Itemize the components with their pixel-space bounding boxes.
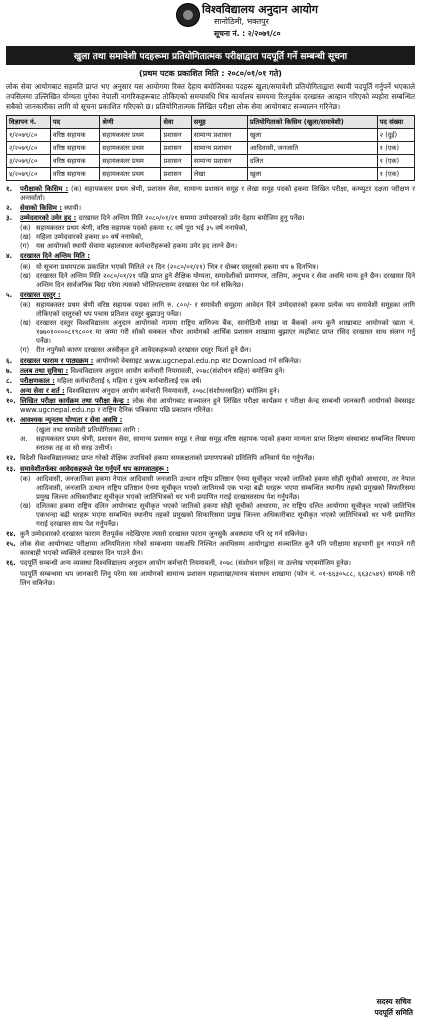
sub-clause-text: यस आयोगको स्थायी सेवामा बहालवाला कर्मचारीहरूको हकमा उमेर हद लाग्ने छैन। [36, 242, 238, 251]
clause-text: लोक सेवा आयोगबाट परीक्षामा अनियमितता गरेको सम्बन्धमा यसअघि निश्चित अवधिसम्म आयोगद्वारा सञ्चालित कुनै पनि परीक्षामा सहभागी हुन नपाउने गरी कारबाही भएको व्यक्तिले दरखास्त दिन पाउने छैन। [20, 540, 415, 558]
clause-number [6, 570, 20, 588]
table-cell: खुला [247, 128, 377, 141]
clause-body [20, 540, 415, 558]
clause-title: सेवाको किसिम : [20, 204, 62, 212]
clause-body [20, 559, 415, 568]
table-cell: वरिष्ठ सहायक [50, 128, 99, 141]
sub-clause-mark: (ख) [20, 501, 31, 510]
table-cell: वरिष्ठ सहायक [50, 141, 99, 154]
clause-title: उम्मेदवारको उमेर हद : [20, 214, 77, 223]
sub-clause-text: रीत नपुगेको कारण दरखास्त अस्वीकृत हुने आवेदकहरूको दरखास्त दस्तुर फिर्ता हुने छैन। [36, 346, 252, 355]
sub-clause-mark: (ग) [20, 242, 30, 251]
sub-clause-mark: (ग) [20, 346, 30, 355]
sub-clause-text: दरखास्त दिने अन्तिम मिति २०८०/०१/२१ पछि प्राप्त हुने शैक्षिक योग्यता, समावेशीको प्रमाणपत्र, तालिम, अनुभव र सेवा अवधि मान्य हुने छैन। दरखास्त दिने अन्तिम दिन सार्वजनिक बिदा परेमा त्यसको भोलिपल्टसम्म दरखास्त पेश गर्न सकिनेछ। [36, 271, 415, 289]
col-header: प्रतियोगिताको किसिम (खुला/समावेशी) [247, 115, 377, 128]
table-row [7, 154, 415, 167]
org-place: सानोठिमी, भक्तपुर [214, 17, 269, 26]
table-cell: सहायकस्तर प्रथम [100, 167, 161, 180]
col-header: पद संख्या [377, 115, 414, 128]
sub-clause-mark: (क) [20, 474, 31, 483]
clause-text: पदपूर्ति सम्बन्धमा थप जानकारी लिनु परेमा यस आयोगको सामान्य प्रशासन महाशाखा/मानव संशाधन शाखामा (फोन नं. ०१-६६३०५८८, ६६३८५४९) सम्पर्क गरी लिन सकिनेछ। [20, 569, 415, 587]
clause-text: आयोगको वेबसाइट www.ugcnepal.edu.np बाट Download गर्न सकिनेछ। [93, 356, 302, 365]
clause-body [20, 367, 415, 376]
sub-clause-text: आदिवासी, जनजातिका हकमा नेपाल आदिवासी जनजाति उत्थान राष्ट्रिय प्रतिष्ठान ऐनमा सूचीकृत भएको जातिको हकमा सोही सूचीको आधारमा, तर नेपाल आदिवासी, जनजाति उत्थान राष्ट्रिय प्रतिष्ठान ऐनमा सूचीकृत भएको जातिमध्ये एक भन्दा बढी थरहरू भएमा सम्बन्धित स्थानीय तहको प्रमुखको सिफारिसमा प्रमुख जिल्ला अधिकारीबाट सूचीकृत भएको जातिभित्रको थर भनी प्रमाणित गराई दरखास्तसाथ पेश गर्नुपर्नेछ। [36, 474, 415, 501]
clause-number: ५. [6, 290, 13, 299]
table-cell: १ (एक) [377, 154, 414, 167]
sub-clause-text: दलितका हकमा राष्ट्रिय दलित आयोगबाट सूचीकृत भएको जातिको हकमा सोही सूचीको आधारमा, तर राष्ट्रिय दलित आयोगमा सूचीकृत भएको जातिभित्र एकभन्दा बढी थरहरू भएमा सम्बन्धित स्थानीय तहको प्रमुखको सिफारिसमा प्रमुख जिल्ला अधिकारीबाट सूचीकृत भएको जातिभित्रको थर भनी प्रमाणित गराई दरखास्त साथ पेश गर्नुपर्नेछ। [36, 501, 415, 529]
clause-body [20, 397, 415, 415]
clause-number: ६. [6, 356, 13, 365]
clause-title: दरखास्त फाराम र पाठ्यक्रम : [20, 356, 94, 365]
table-cell: १ (एक) [377, 141, 414, 154]
clause-body [20, 291, 415, 300]
sub-clause-mark: (ख) [20, 319, 31, 328]
sub-clause [20, 263, 415, 272]
table-cell: प्रशासन [161, 154, 191, 167]
clause-number: २. [6, 204, 13, 212]
notice-clause [6, 214, 415, 223]
clause-number: १६. [6, 559, 16, 568]
sub-clause [20, 435, 415, 453]
clause-title: परीक्षणकाल : [20, 376, 55, 385]
clause-body [20, 570, 415, 588]
clause-body [20, 387, 415, 396]
sub-clause-mark: अ. [20, 435, 28, 444]
notice-clause [6, 204, 415, 213]
clause-text: महिला कर्मचारीलाई ६ महिना र पुरुष कर्मचारीलाई एक वर्ष। [54, 376, 202, 385]
clause-title: दरखास्त दिने अन्तिम मिति : [20, 252, 90, 261]
intro-paragraph: लोक सेवा आयोगबाट सहमति प्राप्त भए अनुसार यस आयोगमा रिक्त देहाय बमोजिमका पदहरू खुला/समावेशी प्रतियोगिताद्वारा स्थायी पदपूर्ति गर्नुपर्ने भएकाले तपसिलमा उल्लिखित योग्यता पुगेका नेपाली नागरिकहरूबाट तोकिएको समयावधि भित्र कार्यालय समयमा रितपूर्वक दरखास्त आव्हान गरिएको व्यहोरा सम्बन्धित सबैको जानकारीका लागि यो सूचना प्रकाशित गरिएको छ। प्रतियोगितात्मक लिखित परीक्षा लोक सेवा आयोगबाट सञ्चालन गरिनेछ। [6, 82, 415, 111]
clause-number: ११. [6, 416, 16, 425]
table-cell: आदिवासी, जनजाति [247, 141, 377, 154]
sub-clause-text: महिला उम्मेदवारको हकमा ४० वर्ष ननाघेको, [36, 233, 144, 242]
notice-clause [6, 357, 415, 366]
clause-title: तलब तथा सुविधा : [20, 366, 69, 375]
table-cell: प्रशासन [161, 167, 191, 180]
clause-title: समावेशीतर्फका आवेदकहरूले पेश गर्नुपर्ने थप कागजातहरू : [20, 464, 169, 473]
sub-clause [20, 272, 415, 290]
table-cell: वरिष्ठ सहायक [50, 167, 99, 180]
sub-clause [20, 319, 415, 346]
sub-clause-text: सहायकस्तर प्रथम श्रेणी, प्रशासन सेवा, सामान्य प्रशासन समूह र लेखा समूह वरिष्ठ सहायक पदको हकमा मान्यता प्राप्त शिक्षण संस्थाबाट सम्बन्धित विषयमा स्नातक तह वा सो सरह उत्तीर्ण। [36, 435, 415, 453]
notice-clause [6, 185, 415, 203]
col-header: समूह [191, 115, 247, 128]
signature-block [375, 997, 413, 1018]
notice-clause [6, 465, 415, 474]
notice-number: सूचना नं. : २/२०७९/८० [214, 29, 281, 38]
sub-clause-mark: (ख) [20, 271, 31, 280]
clause-text: विश्वविद्यालय अनुदान आयोग कर्मचारी नियमावली, २०७८(संशोधनसहित) बमोजिम हुने। [64, 386, 280, 395]
sub-clause [20, 233, 415, 242]
sub-clause [20, 426, 415, 435]
clause-number: ९. [6, 386, 13, 395]
notice-clause [6, 291, 415, 300]
clause-body [20, 204, 415, 213]
sub-clause-text: यो सूचना प्रथमपटक प्रकाशित भएको मितिले २१ दिन (२०८०/०१/२१) भित्र र दोब्बर दस्तुरको हकमा थप ७ दिनभित्र। [36, 262, 319, 271]
sub-clause [20, 346, 415, 355]
vacancy-table [6, 115, 415, 181]
clause-text: (क) सहायकस्तर प्रथम श्रेणी, प्रशासन सेवा, सामान्य प्रशासन समूह र लेखा समूह पदको हकमा लिखित परीक्षा, कम्प्युटर दक्षता परीक्षण र अन्तर्वार्ता। [20, 184, 415, 202]
notice-clause [6, 367, 415, 376]
table-cell: सहायकस्तर प्रथम [100, 141, 161, 154]
notice-clause [6, 570, 415, 588]
col-header: विज्ञापन नं. [7, 115, 51, 128]
sub-clause-mark: (क) [20, 300, 31, 309]
notice-clause [6, 540, 415, 558]
col-header: सेवा [161, 115, 191, 128]
notice-clause [6, 387, 415, 396]
clause-body [20, 454, 415, 463]
table-cell: २ (दुई) [377, 128, 414, 141]
notice-title: खुला तथा समावेशी पदहरूमा प्रतियोगितात्मक परीक्षाद्वारा पदपूर्ति गर्ने सम्बन्धी सूचना [6, 46, 415, 65]
clause-title: आवश्यक न्यूनतम योग्यता र सेवा अवधि : [20, 416, 123, 425]
clause-number: १२. [6, 454, 16, 463]
clause-number: १३. [6, 464, 16, 473]
org-name: विश्वविद्यालय अनुदान आयोग [202, 3, 318, 16]
clause-body [20, 252, 415, 261]
sub-clause [20, 301, 415, 319]
table-header-row [7, 115, 415, 128]
table-cell: वरिष्ठ सहायक [50, 154, 99, 167]
sub-clause-mark: (क) [20, 224, 31, 233]
clause-body [20, 185, 415, 203]
signatory-committee: पदपूर्ति समिति [374, 1007, 413, 1017]
clause-title: परीक्षाको किसिम : [20, 184, 69, 193]
table-cell: प्रशासन [161, 141, 191, 154]
col-header: श्रेणी [100, 115, 161, 128]
clause-text: कुनै उम्मेदवारको दरखास्त फाराम रीतपूर्वक नदेखिएमा त्यस्तो दरखास्त फाराम जुनसुकै अवस्थामा पनि रद्द गर्न सकिनेछ। [20, 530, 308, 539]
notice-clause [6, 397, 415, 415]
clause-text: स्थायी। [61, 204, 82, 212]
table-cell: सहायकस्तर प्रथम [100, 128, 161, 141]
sub-clause [20, 242, 415, 251]
clause-body [20, 465, 415, 474]
sub-clause [20, 224, 415, 233]
signatory-title: सदस्य सचिव [376, 997, 411, 1007]
clause-body [20, 357, 415, 366]
sub-clause-mark: (क) [20, 262, 31, 271]
clause-number: ८. [6, 376, 13, 385]
table-cell: खुला [247, 167, 377, 180]
sub-clause-text: सहायकस्तर प्रथम श्रेणी वरिष्ठ सहायक पदका लागि रु. ८००/- र समावेशी समूहमा आवेदन दिने उम्मेदवारको हकमा प्रत्येक थप समावेशी समूहका लागि तोकिएको दस्तुरको थप पचास प्रतिशत दस्तुर बुझाउनु पर्नेछ। [36, 300, 415, 319]
table-row [7, 167, 415, 180]
table-cell: ३/२०७९/८० [7, 154, 51, 167]
clause-text: लोक सेवा आयोगबाट सञ्चालन हुने लिखित परीक्षा कार्यक्रम र परीक्षा केन्द्र सम्बन्धी जानकारी आयोगको वेबसाइट www.ugcnepal.edu.np र राष्ट्रिय दैनिक पत्रिकामा पछि प्रकाशन गरिनेछ। [20, 396, 415, 414]
clause-text: विश्वविद्यालय अनुदान आयोग कर्मचारी नियमावली, २०७८(संशोधन सहित) बमोजिम हुने। [68, 366, 285, 375]
notice-clause [6, 416, 415, 425]
table-cell: १ (एक) [377, 167, 414, 180]
notice-clause [6, 252, 415, 261]
clause-number: ७. [6, 366, 13, 375]
notice-clause [6, 454, 415, 463]
ugc-logo [176, 3, 200, 27]
clause-text: दरखास्त दिने अन्तिम मिति २०८०/०१/२१ सम्ममा उम्मेदवारको उमेर देहाय बमोजिम हुनु पर्नेछ। [76, 214, 305, 223]
clause-number: १०. [6, 396, 16, 405]
clause-text: विदेशी विश्वविद्यालयबाट प्राप्त गरेको शैक्षिक उपाधिको हकमा समकक्षताको प्रमाणपत्रको प्रतिलिपि अनिवार्य पेश गर्नुपर्नेछ। [20, 454, 315, 463]
clause-body [20, 377, 415, 386]
clause-title: अन्य सेवा र शर्त : [20, 386, 65, 395]
clause-body [20, 530, 415, 539]
sub-clause-mark: (ख) [20, 233, 31, 242]
table-cell: १/२०७९/८० [7, 128, 51, 141]
table-cell: ४/२०७९/८० [7, 167, 51, 180]
table-cell: २/२०७९/८० [7, 141, 51, 154]
clause-number: ४. [6, 252, 13, 261]
table-row [7, 128, 415, 141]
clause-text: पदपूर्ति सम्बन्धी अन्य व्यवस्था विश्वविद्यालय अनुदान आयोग कर्मचारी नियमावली, २०७८ (संशोधन सहित) मा उल्लेख भएबमोजिम हुनेछ। [20, 559, 351, 568]
clause-title: दरखास्त दस्तुर : [20, 290, 61, 299]
table-cell: सामान्य प्रशासन [191, 141, 247, 154]
table-cell: सामान्य प्रशासन [191, 154, 247, 167]
clause-number: १५. [6, 540, 16, 549]
clause-title: लिखित परीक्षा कार्यक्रम तथा परीक्षा केन्द्र : [20, 396, 130, 405]
sub-clause-text: (खुला तथा समावेशी प्रतियोगिताका लागि : [36, 426, 140, 435]
clause-body [20, 416, 415, 425]
table-cell: सहायकस्तर प्रथम [100, 154, 161, 167]
sub-clause-mark [20, 426, 36, 435]
notice-clause [6, 530, 415, 539]
sub-clause-text: दरखास्त दस्तुर विश्वविद्यालय अनुदान आयोगको नाममा राष्ट्रिय वाणिज्य बैंक, सानोठिमी शाखा वा बैंकको अन्य कुनै शाखाबाट आयोगको खाता नं. १७७०१००००८१९८००१ मा जम्मा गरी सोको सक्कल भौचर आयोगको आर्थिक प्रशासन शाखामा बुझाएर त्यहाँबाट प्राप्त रसिद दरखास्त साथ संलग्न गर्नु पर्नेछ। [36, 319, 415, 346]
clause-number: १. [6, 184, 13, 193]
notice-clause [6, 559, 415, 568]
notice-clause [6, 377, 415, 386]
sub-clause [20, 475, 415, 502]
notice-sections [6, 185, 415, 588]
sub-clause-text: सहायकस्तर प्रथम श्रेणी, वरिष्ठ सहायक पदको हकमा १८ वर्ष पूरा भई ३५ वर्ष ननाघेको, [36, 224, 248, 233]
table-cell: सामान्य प्रशासन [191, 128, 247, 141]
publish-date: (प्रथम पटक प्रकाशित मिति : २०८०/०१/०१ गते) [139, 69, 282, 78]
notice-header [6, 2, 415, 44]
table-row [7, 141, 415, 154]
clause-number: ३. [6, 214, 13, 223]
sub-clause [20, 502, 415, 529]
col-header: पद [50, 115, 99, 128]
clause-body [20, 214, 415, 223]
table-cell: दलित [247, 154, 377, 167]
table-cell: लेखा [191, 167, 247, 180]
table-cell: प्रशासन [161, 128, 191, 141]
clause-number: १४. [6, 530, 16, 539]
